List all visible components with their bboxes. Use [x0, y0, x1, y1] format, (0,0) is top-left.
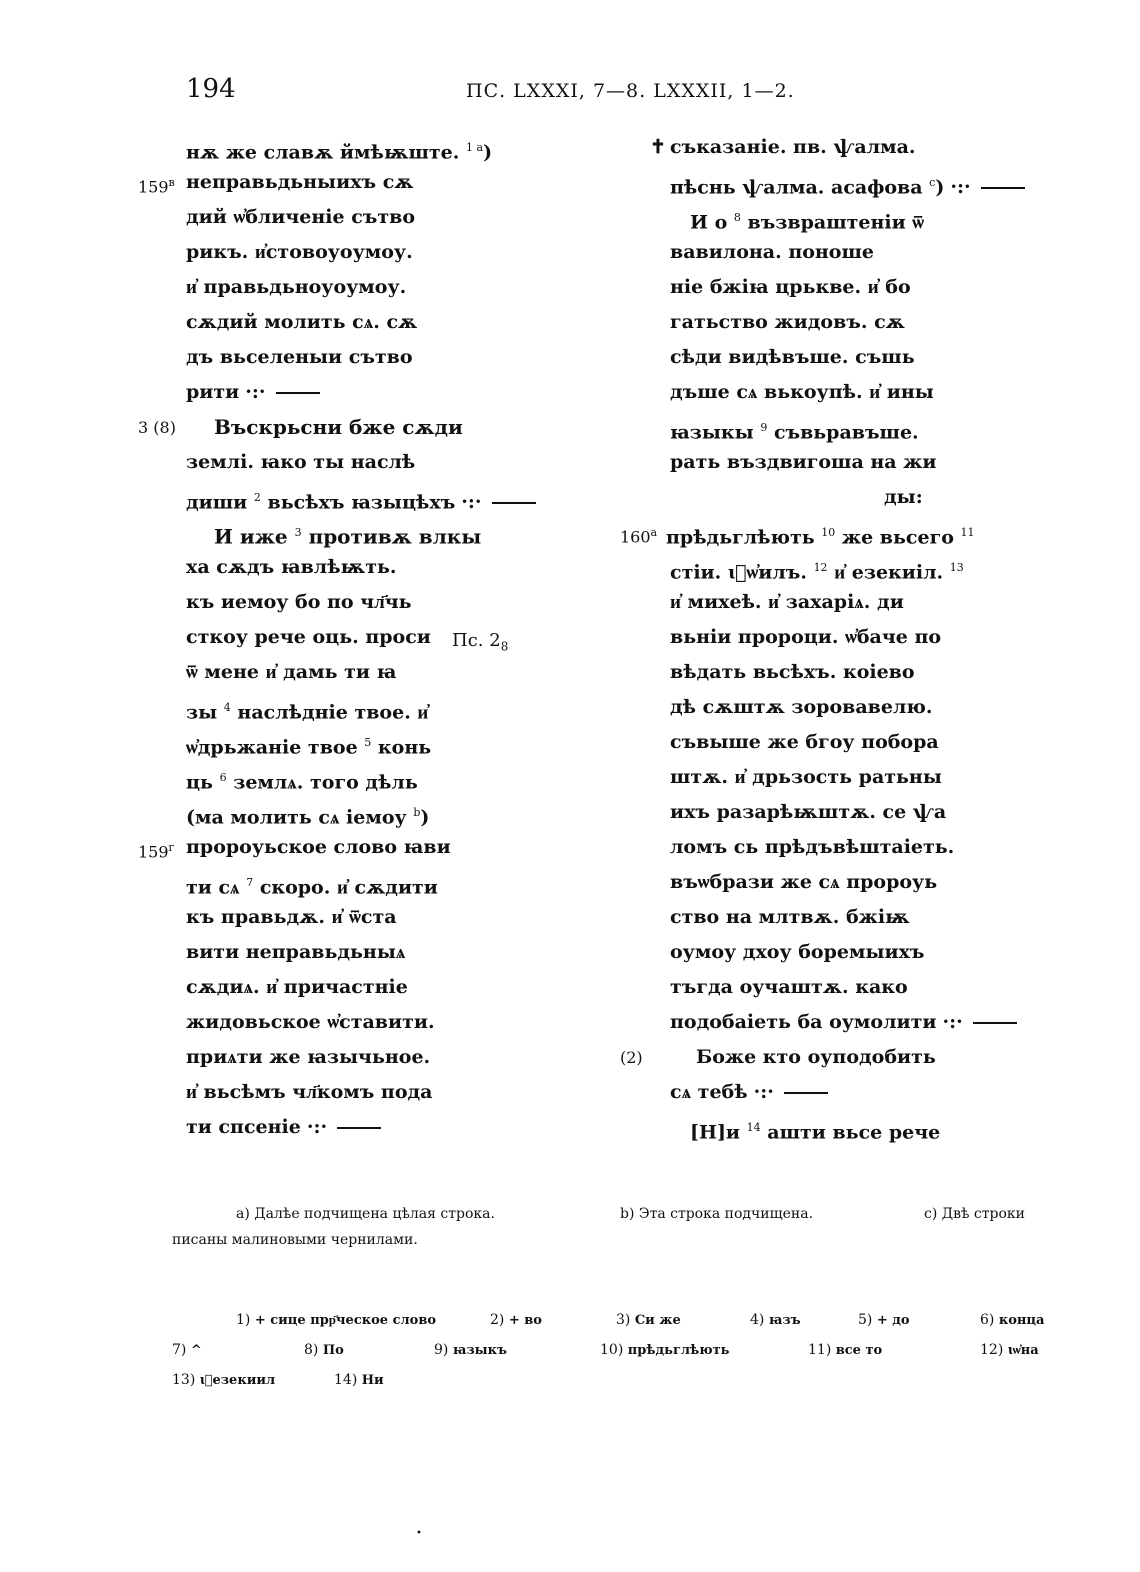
text-line [580, 830, 1140, 865]
line-text: землѧ. того дѣль [233, 771, 418, 794]
footnote-c-continued: писаны малиновыми чернилами. [172, 1232, 418, 1248]
text-line [580, 585, 1140, 620]
margin-folio: $160^а$ [620, 526, 658, 547]
line-text: вѣдать вьсѣхъ. коіево [670, 661, 915, 683]
text-line [0, 760, 560, 795]
footnote-marker: 4 [223, 701, 231, 714]
text-line [0, 1110, 560, 1145]
footnote-marker: b [413, 806, 421, 819]
dots-icon: ·:· [461, 491, 482, 514]
line-text: пророуьское слово ꙗви [186, 836, 451, 858]
text-line [580, 130, 1140, 165]
line-text: къ иемоу бо по чл҃чь [186, 591, 412, 613]
text-line [580, 480, 1140, 515]
text-line [0, 550, 560, 585]
line-text: и҆ езекиіл. [834, 561, 944, 584]
footnote-marker: 10 [821, 526, 836, 539]
line-text: неправьдьныихъ сѫ [186, 171, 414, 193]
text-line [0, 1075, 560, 1110]
line-text: ти спсеніе [186, 1116, 301, 1138]
text-line [580, 340, 1140, 375]
numbered-footnote: 3) Си же [616, 1312, 681, 1328]
text-line [580, 550, 1140, 585]
line-text: приѧти же ꙗзычьное. [186, 1046, 431, 1068]
text-line [580, 935, 1140, 970]
end-dash [337, 1127, 381, 1129]
margin-folio: (2) [620, 1048, 643, 1067]
margin-folio: $159^г$ [138, 841, 175, 862]
text-line [0, 480, 560, 515]
text-line [580, 620, 1140, 655]
footnote-marker: 2 [253, 491, 261, 504]
text-line [580, 1110, 1140, 1145]
numbered-footnote: 6) конца [980, 1312, 1045, 1328]
footnote-marker: 12 [813, 561, 828, 574]
text-line [0, 690, 560, 725]
text-line [0, 970, 560, 1005]
side-reference [452, 630, 508, 654]
line-text: оумоу дхоу боремыихъ [670, 941, 925, 963]
dots-icon: ·:· [306, 1116, 328, 1138]
line-tail: ) [420, 806, 430, 829]
text-line [0, 410, 560, 445]
dots-icon: ·:· [942, 1011, 963, 1033]
dots-icon: ·:· [753, 1081, 774, 1103]
text-line [0, 305, 560, 340]
text-line [0, 585, 560, 620]
line-text: съвьравъше. [773, 421, 919, 444]
text-line [0, 340, 560, 375]
line-text: къ правьдѫ. и҆ ѿста [186, 906, 397, 928]
line-text: дъше сѧ вькоупѣ. и҆ ины [670, 381, 934, 403]
text-line [580, 165, 1140, 200]
text-line [580, 305, 1140, 340]
text-line [580, 200, 1140, 235]
footnote-row [172, 1372, 1062, 1402]
line-text: конь [377, 736, 432, 759]
text-line [580, 515, 1140, 550]
text-line [0, 130, 560, 165]
line-text: зы [186, 701, 218, 724]
footnote-c: с) Двѣ строки [924, 1206, 1025, 1222]
text-line [580, 270, 1140, 305]
line-text: ха сѫдъ ꙗвлѣѭть. [186, 556, 397, 578]
line-text: рикъ. и҆стовоуоумоу. [186, 241, 413, 263]
line-text: дѣ сѫштѫ зоровавелю. [670, 696, 933, 718]
text-line [580, 970, 1140, 1005]
text-line [580, 865, 1140, 900]
line-text: сѧ тебѣ [670, 1081, 748, 1103]
footnote-b: b) Эта строка подчищена. [620, 1206, 814, 1222]
line-text: подобаіеть ба оумолити [670, 1011, 937, 1033]
line-text: ѿ мене и҆ дамь ти ꙗ [186, 661, 397, 683]
line-text: землі. ꙗко ты наслѣ [186, 451, 416, 473]
text-line [580, 1005, 1140, 1040]
text-line [0, 445, 560, 480]
numbered-footnotes [172, 1312, 1062, 1402]
line-text: дъ вьселеныи сътво [186, 346, 413, 368]
text-line [580, 235, 1140, 270]
line-text: рать въздвигоша на жи [670, 451, 937, 473]
numbered-footnote: 8) По [304, 1342, 344, 1358]
text-line [0, 375, 560, 410]
footnote-a: а) Далѣе подчищена цѣлая строка. [236, 1206, 495, 1222]
footnote-row [172, 1312, 1062, 1342]
text-line [0, 165, 560, 200]
text-line [0, 900, 560, 935]
end-dash [973, 1022, 1017, 1024]
line-text: вавилона. поноше [670, 241, 874, 263]
dots-icon: ·:· [950, 176, 971, 199]
line-text: сѫдиѧ. и҆ причастніе [186, 976, 408, 998]
line-text: (ма молить сѧ іемоу [186, 806, 407, 829]
line-text: тъгда оучаштѫ. како [670, 976, 908, 998]
letter-footnotes [172, 1206, 1062, 1248]
page-number: 194 [186, 74, 236, 104]
line-text: прѣдьглѣють [666, 526, 815, 549]
text-line [0, 270, 560, 305]
cross-icon: ✝ [650, 136, 666, 158]
line-text: ство на млтвѫ. бжіѭ [670, 906, 910, 928]
line-tail: ) [483, 141, 493, 164]
side-reference-sub: 8 [500, 639, 509, 654]
footnote-marker: 1 а [466, 141, 484, 154]
end-dash [492, 502, 536, 504]
text-line [580, 375, 1140, 410]
footnote-marker: 8 [733, 211, 741, 224]
line-text: противѫ влкы [308, 524, 482, 549]
footnote-marker: 14 [746, 1121, 761, 1134]
line-text: съвыше же бгоу побора [670, 731, 939, 753]
line-text: ды: [884, 486, 923, 508]
line-text: же вьсего [841, 526, 954, 549]
line-text: сѣди видѣвъше. съшь [670, 346, 915, 368]
end-dash [981, 187, 1025, 189]
text-line [0, 200, 560, 235]
numbered-footnote: 9) ꙗзыкъ [434, 1342, 508, 1358]
right-column [580, 130, 1140, 1145]
end-dash [276, 392, 320, 394]
line-text: Въскрьсни бже сѫди [214, 415, 463, 439]
footnote-marker: 3 [294, 526, 302, 539]
text-line [580, 655, 1140, 690]
text-line [0, 725, 560, 760]
text-line [580, 795, 1140, 830]
line-text: съказаніе. пв. ѱалма. [670, 136, 916, 158]
side-reference-text: Пс. 2 [452, 630, 501, 651]
line-text: пѣснь ѱалма. асафова [670, 176, 923, 199]
line-text: скоро. и҆ сѫдити [259, 876, 438, 899]
margin-folio: 3 (8) [138, 418, 176, 437]
line-text: ць [186, 771, 213, 794]
footnote-marker: 7 [246, 876, 254, 889]
line-text: ти сѧ [186, 876, 240, 899]
footnote-marker: 11 [960, 526, 975, 539]
text-line [0, 235, 560, 270]
numbered-footnote: 2) + во [490, 1312, 542, 1328]
line-text: вьсѣхъ ꙗзыцѣхъ [267, 491, 456, 514]
line-text: штѫ. и҆ дрьзость ратьны [670, 766, 942, 788]
numbered-footnote: 12) ꙇѡ҆на [980, 1342, 1039, 1358]
line-text: гатьство жидовъ. сѫ [670, 311, 905, 333]
line-text: [Н]и [690, 1121, 741, 1144]
line-text: сткоу рече оць. проси [186, 626, 431, 648]
ink-speck: • [416, 1528, 422, 1539]
line-text: нѫ же славѫ ймѣѭште. [186, 141, 460, 164]
line-text: ꙗзыкы [670, 421, 754, 444]
text-line [0, 795, 560, 830]
text-line [580, 1075, 1140, 1110]
text-line [0, 1040, 560, 1075]
footnote-marker: 6 [219, 771, 227, 784]
dots-icon: ·:· [245, 381, 266, 403]
footnote-row [172, 1342, 1062, 1372]
text-line [0, 935, 560, 970]
numbered-footnote: 7) ^ [172, 1342, 202, 1358]
margin-folio: $159^в$ [138, 176, 175, 197]
line-text: ніе бжіꙗ црькве. и҆ бо [670, 276, 911, 298]
text-line [580, 760, 1140, 795]
line-tail: ) [935, 176, 945, 199]
line-text: въѡбрази же сѧ пророуь [670, 871, 938, 893]
text-line [0, 655, 560, 690]
text-line [0, 1005, 560, 1040]
numbered-footnote: 4) ꙗзъ [750, 1312, 801, 1328]
text-line [0, 830, 560, 865]
line-text: жидовьское ѡ҆ставити. [186, 1011, 435, 1033]
end-dash [784, 1092, 828, 1094]
line-text: и҆ вьсѣмъ чл҃комъ пода [186, 1081, 433, 1103]
numbered-footnote: 5) + до [858, 1312, 910, 1328]
footnote-marker: с [929, 176, 936, 189]
text-line [580, 445, 1140, 480]
text-line [0, 515, 560, 550]
line-text: възвраштеніи ѿ [747, 211, 925, 234]
line-text: Боже кто оуподобить [696, 1046, 936, 1068]
line-text: и҆ михеѣ. и҆ захаріѧ. ди [670, 591, 904, 613]
line-text: вити неправьдьныѧ [186, 941, 406, 963]
line-text: И о [690, 211, 728, 234]
numbered-footnote: 1) + сице прр҃ческое слово [236, 1312, 437, 1328]
running-title: ПС. LXXXI, 7—8. LXXXII, 1—2. [466, 80, 795, 102]
text-line [580, 690, 1140, 725]
line-text: вьніи пророци. ѡ҆баче по [670, 626, 942, 648]
line-text: диши [186, 491, 248, 514]
line-text: дий ѡ҆бличеніе сътво [186, 206, 415, 228]
text-line [580, 1040, 1140, 1075]
line-text: ихъ разарѣѭштѫ. се ѱа [670, 801, 947, 823]
footnote-marker: 13 [949, 561, 964, 574]
text-line [580, 900, 1140, 935]
numbered-footnote: 11) все то [808, 1342, 883, 1358]
line-text: сѫдий молить сѧ. сѫ [186, 311, 418, 333]
text-line [0, 865, 560, 900]
line-text: ѡ҆дрьжаніе твое [186, 736, 358, 759]
numbered-footnote: 13) ꙇ҆езекиил [172, 1372, 276, 1388]
line-text: ломъ сь прѣдъвѣштаіеть. [670, 836, 955, 858]
line-text: И иже [214, 524, 288, 549]
text-line [580, 725, 1140, 760]
line-text: стіи. ꙇ҆ѡ҆илъ. [670, 561, 807, 584]
footnote-marker: 9 [760, 421, 768, 434]
footnote-marker: 5 [364, 736, 372, 749]
line-text: рити [186, 381, 240, 403]
line-text: и҆ правьдьноуоумоу. [186, 276, 407, 298]
text-line [580, 410, 1140, 445]
line-text: ашти вьсе рече [767, 1121, 941, 1144]
numbered-footnote: 10) прѣдьглѣють [600, 1342, 730, 1358]
numbered-footnote: 14) Ни [334, 1372, 384, 1388]
line-text: наслѣдніе твое. и҆ [237, 701, 429, 724]
